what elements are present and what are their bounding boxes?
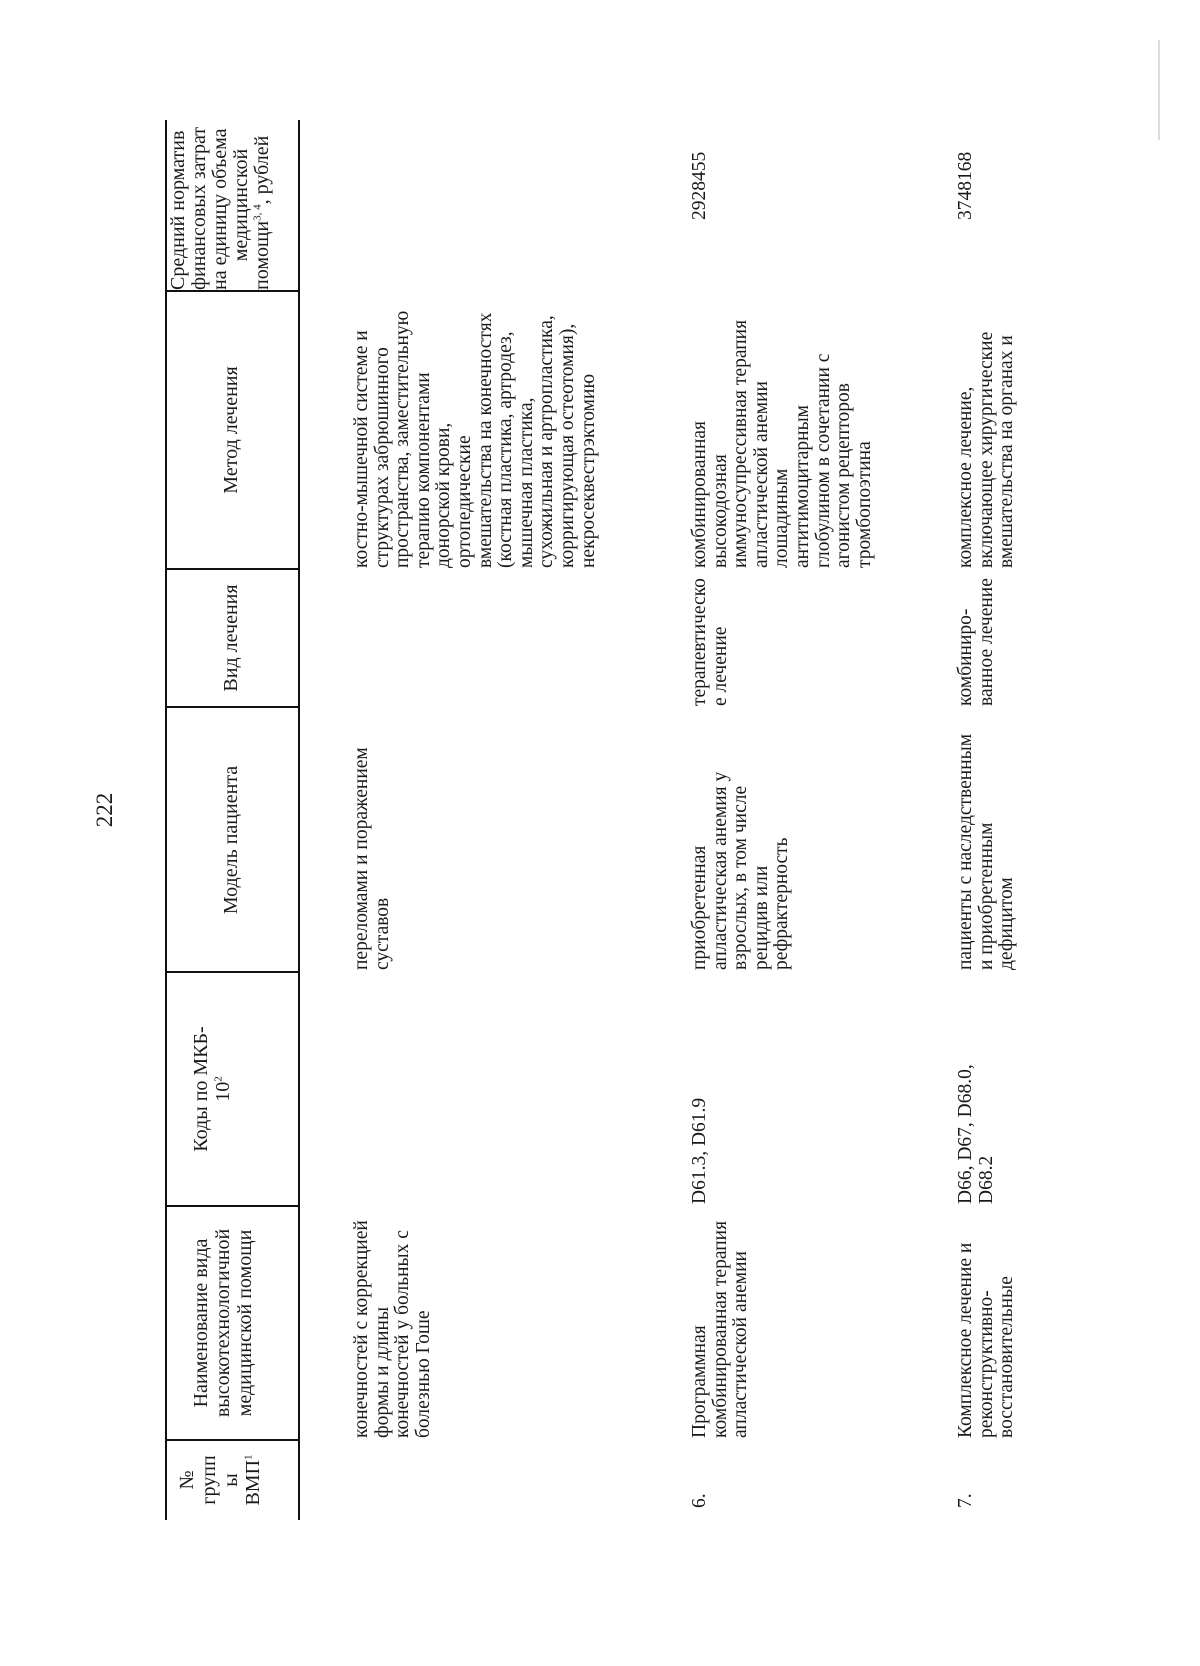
header-care-type-name: Наименование вида высокотехнологичной медицинской помощи xyxy=(190,1228,256,1418)
header-average-cost: Средний норматив финансовых затрат на единицу объема медицинской помощи$^{3, 4}$, рублей xyxy=(167,126,273,290)
col-divider-2 xyxy=(165,1206,300,1208)
row-7-method: комплексное лечение, включающее хирургические вмешательства на органах и xyxy=(955,331,1018,568)
row-6-name: Программная комбинированная терапия апластической анемии xyxy=(689,1220,752,1438)
row-7-treatment-kind: комбиниро- ванное лечение xyxy=(955,578,997,706)
table-header-rule xyxy=(298,120,300,1520)
row-7-model: пациенты с наследственным и приобретенным дефицитом xyxy=(955,733,1018,970)
table-top-rule xyxy=(165,120,167,1520)
header-patient-model: Модель пациента xyxy=(220,765,242,915)
col-divider-4 xyxy=(165,707,300,709)
col-divider-3 xyxy=(165,972,300,974)
row-7-codes: D66, D67, D68.0, D68.2 xyxy=(955,1064,997,1204)
row-6-number: 6. xyxy=(689,1493,710,1508)
header-group-number: № групп ы ВМП$^1$ xyxy=(176,1454,264,1506)
row-7-name: Комплексное лечение и реконструктивно- восстановительные xyxy=(955,1242,1018,1438)
header-treatment-type: Метод лечения xyxy=(220,366,242,494)
header-icd-codes: Коды по МКБ- $10^2$ xyxy=(190,1026,234,1152)
row-continuation-name: конечностей с коррекцией формы и длины конечностей у больных с болезнью Гоше xyxy=(351,1220,434,1438)
row-continuation-method: костно-мышечной системе и структурах забрюшинного пространства, заместительную терапию компонентами донорской крови, ортопедические вмешательства на конечностях (костная пластика, артродез, мышечная пластика, сухожильная и артропластика, корригирующая остеотомия), некросеквестрэктомию xyxy=(351,310,599,568)
row-7-cost: 3748168 xyxy=(955,151,976,220)
row-6-method: комбинированная высокодозная иммуносупрессивная терапия апластической анемии лошадиным антитимоцитарным глобулином в сочетании с агонистом рецепторов тромбопоэтина xyxy=(689,319,875,568)
scan-edge-mark xyxy=(1158,40,1160,140)
row-6-cost: 2928455 xyxy=(689,151,710,220)
page-number: 222 xyxy=(92,792,117,828)
row-6-treatment-kind: терапевтическо е лечение xyxy=(689,578,731,706)
row-7-number: 7. xyxy=(955,1493,976,1508)
row-continuation-model: переломами и поражением суставов xyxy=(351,747,393,970)
col-divider-1 xyxy=(165,1440,300,1442)
header-treatment-kind: Вид лечения xyxy=(220,584,242,692)
row-6-model: приобретенная апластическая анемия у взрослых, в том числе рецидив или рефрактерность xyxy=(689,771,793,970)
row-6-codes: D61.3, D61.9 xyxy=(689,1097,710,1204)
